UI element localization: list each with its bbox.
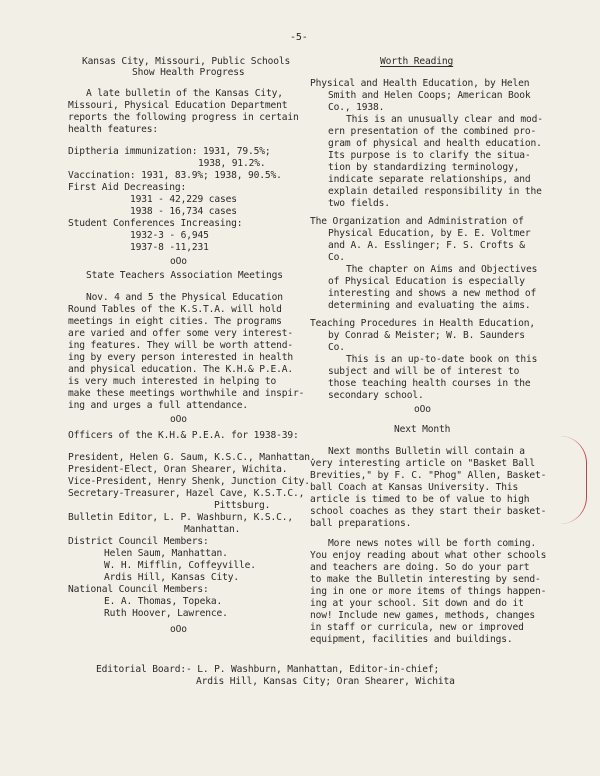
meetings-line: and physical education. The K.H.& P.E.A. [68, 364, 294, 375]
officer-line: Manhattan. [184, 524, 241, 535]
diptheria-stat: Diptheria immunization: 1931, 79.5%; [68, 146, 271, 157]
officer-line: President-Elect, Oran Shearer, Wichita. [68, 464, 288, 475]
first-aid-stat: 1931 - 42,229 cases [130, 194, 237, 205]
officers-title: Officers of the K.H.& P.E.A. for 1938-39: [68, 430, 299, 441]
next-month-line: Brevities," by F. C. "Phog" Allen, Basket- [310, 470, 547, 481]
news-notes-line: equipment, facilities and buildings. [310, 634, 513, 645]
meetings-line: Round Tables of the K.S.T.A. will hold [68, 304, 282, 315]
book-1-line: Co., 1938. [328, 102, 385, 113]
book-3-line: Teaching Procedures in Health Education, [310, 318, 536, 329]
officer-line: Bulletin Editor, L. P. Washburn, K.S.C., [68, 512, 294, 523]
book-1-line: Smith and Helen Coops; American Book [328, 90, 531, 101]
editorial-board-line: Editorial Board:- L. P. Washburn, Manhattan, Editor-in-chief; [96, 664, 440, 675]
meetings-line: ing by every person interested in health [68, 352, 294, 363]
next-month-line: Next months Bulletin will contain a [328, 446, 525, 457]
book-2-line: interesting and shows a new method of [328, 288, 537, 299]
book-3-line: those teaching health courses in the [328, 378, 531, 389]
conferences-heading: Student Conferences Increasing: [68, 218, 243, 229]
news-notes-line: ing in one or more items of things happen- [310, 586, 547, 597]
kc-intro-line: reports the following progress in certain [68, 112, 299, 123]
meetings-line: Nov. 4 and 5 the Physical Education [86, 292, 283, 303]
kc-article-subtitle: Show Health Progress [132, 67, 245, 78]
next-month-line: very interesting article on "Basket Ball [310, 458, 536, 469]
next-month-line: article is timed to be of value to high [310, 494, 530, 505]
book-2-line: of Physical Education is especially [328, 276, 525, 287]
meetings-line: ing features. They will be worth attend- [68, 340, 294, 351]
kc-intro-line: health features: [68, 124, 159, 135]
news-notes-line: to make the Bulletin interesting by send- [310, 574, 541, 585]
red-pencil-mark [560, 436, 587, 524]
kc-article-title: Kansas City, Missouri, Public Schools [82, 56, 291, 67]
next-month-title: Next Month [394, 424, 451, 435]
news-notes-line: now! Include new games, methods, changes [310, 610, 536, 621]
officer-line: President, Helen G. Saum, K.S.C., Manhattan. [68, 452, 316, 463]
kc-intro-line: A late bulletin of the Kansas City, [86, 88, 283, 99]
separator: oOo [414, 404, 431, 415]
book-3-line: subject and will be of interest to [328, 366, 520, 377]
next-month-line: ball Coach at Kansas University. This [310, 482, 519, 493]
meetings-line: are varied and offer some very interest- [68, 328, 294, 339]
book-1-line: two fields. [328, 198, 390, 209]
officer-line: W. H. Mifflin, Coffeyville. [104, 560, 256, 571]
officer-line: Pittsburg. [214, 500, 271, 511]
book-1-line: Physical and Health Education, by Helen [310, 78, 530, 89]
officer-line: District Council Members: [68, 536, 209, 547]
conferences-stat: 1937-8 -11,231 [130, 242, 209, 253]
separator: oOo [170, 624, 187, 635]
meetings-line: ing and urges a full attendance. [68, 400, 249, 411]
book-1-line: This is an unusually clear and mod- [346, 114, 543, 125]
first-aid-heading: First Aid Decreasing: [68, 182, 187, 193]
news-notes-line: More news notes will be forth coming. [328, 538, 537, 549]
book-1-line: Its purpose is to clarify the situa- [328, 150, 531, 161]
book-3-line: secondary school. [328, 390, 424, 401]
news-notes-line: You enjoy reading about what other schools [310, 550, 547, 561]
book-1-line: tion by standardizing terminology, [328, 162, 520, 173]
vaccination-stat: Vaccination: 1931, 83.9%; 1938, 90.5%. [68, 170, 282, 181]
page-number: -5- [290, 32, 308, 43]
book-2-line: The Organization and Administration of [310, 216, 524, 227]
meetings-line: meetings in eight cities. The programs [68, 316, 282, 327]
book-1-line: gram of physical and health education. [328, 138, 542, 149]
officer-line: National Council Members: [68, 584, 209, 595]
separator: oOo [170, 414, 187, 425]
news-notes-line: in staff or curricula, new or improved [310, 622, 524, 633]
separator: oOo [170, 256, 187, 267]
book-1-line: ern presentation of the combined pro- [328, 126, 537, 137]
book-2-line: and A. A. Esslinger; F. S. Crofts & [328, 240, 525, 251]
officer-line: Secretary-Treasurer, Hazel Cave, K.S.T.C., [68, 488, 305, 499]
editorial-board-line: Ardis Hill, Kansas City; Oran Shearer, Wichita [196, 676, 455, 687]
officer-line: Helen Saum, Manhattan. [104, 548, 228, 559]
news-notes-line: ing at your school. Sit down and do it [310, 598, 524, 609]
meetings-line: make these meetings worthwhile and inspir- [68, 388, 305, 399]
kc-intro-line: Missouri, Physical Education Department [68, 100, 288, 111]
book-1-line: indicate separate relationships, and [328, 174, 531, 185]
book-3-line: Co. [328, 342, 345, 353]
diptheria-stat-2: 1938, 91.2%. [198, 158, 266, 169]
officer-line: E. A. Thomas, Topeka. [104, 596, 223, 607]
worth-reading-title: Worth Reading [380, 56, 454, 67]
conferences-stat: 1932-3 - 6,945 [130, 230, 209, 241]
book-1-line: explain detailed responsibility in the [328, 186, 542, 197]
book-2-line: Co. [328, 252, 345, 263]
officer-line: Ruth Hoover, Lawrence. [104, 608, 228, 619]
next-month-line: school coaches as they start their basket- [310, 506, 547, 517]
officer-line: Vice-President, Henry Shenk, Junction City. [68, 476, 310, 487]
meetings-line: is very much interested in helping to [68, 376, 277, 387]
book-2-line: The chapter on Aims and Objectives [346, 264, 538, 275]
first-aid-stat: 1938 - 16,734 cases [130, 206, 237, 217]
meetings-title: State Teachers Association Meetings [86, 270, 283, 281]
book-2-line: Physical Education, by E. E. Voltmer [328, 228, 531, 239]
book-3-line: by Conrad & Meister; W. B. Saunders [328, 330, 525, 341]
next-month-line: ball preparations. [310, 518, 412, 529]
book-3-line: This is an up-to-date book on this [346, 354, 538, 365]
book-2-line: determining and evaluating the aims. [328, 300, 531, 311]
officer-line: Ardis Hill, Kansas City. [104, 572, 240, 583]
news-notes-line: and teachers are doing. So do your part [310, 562, 530, 573]
